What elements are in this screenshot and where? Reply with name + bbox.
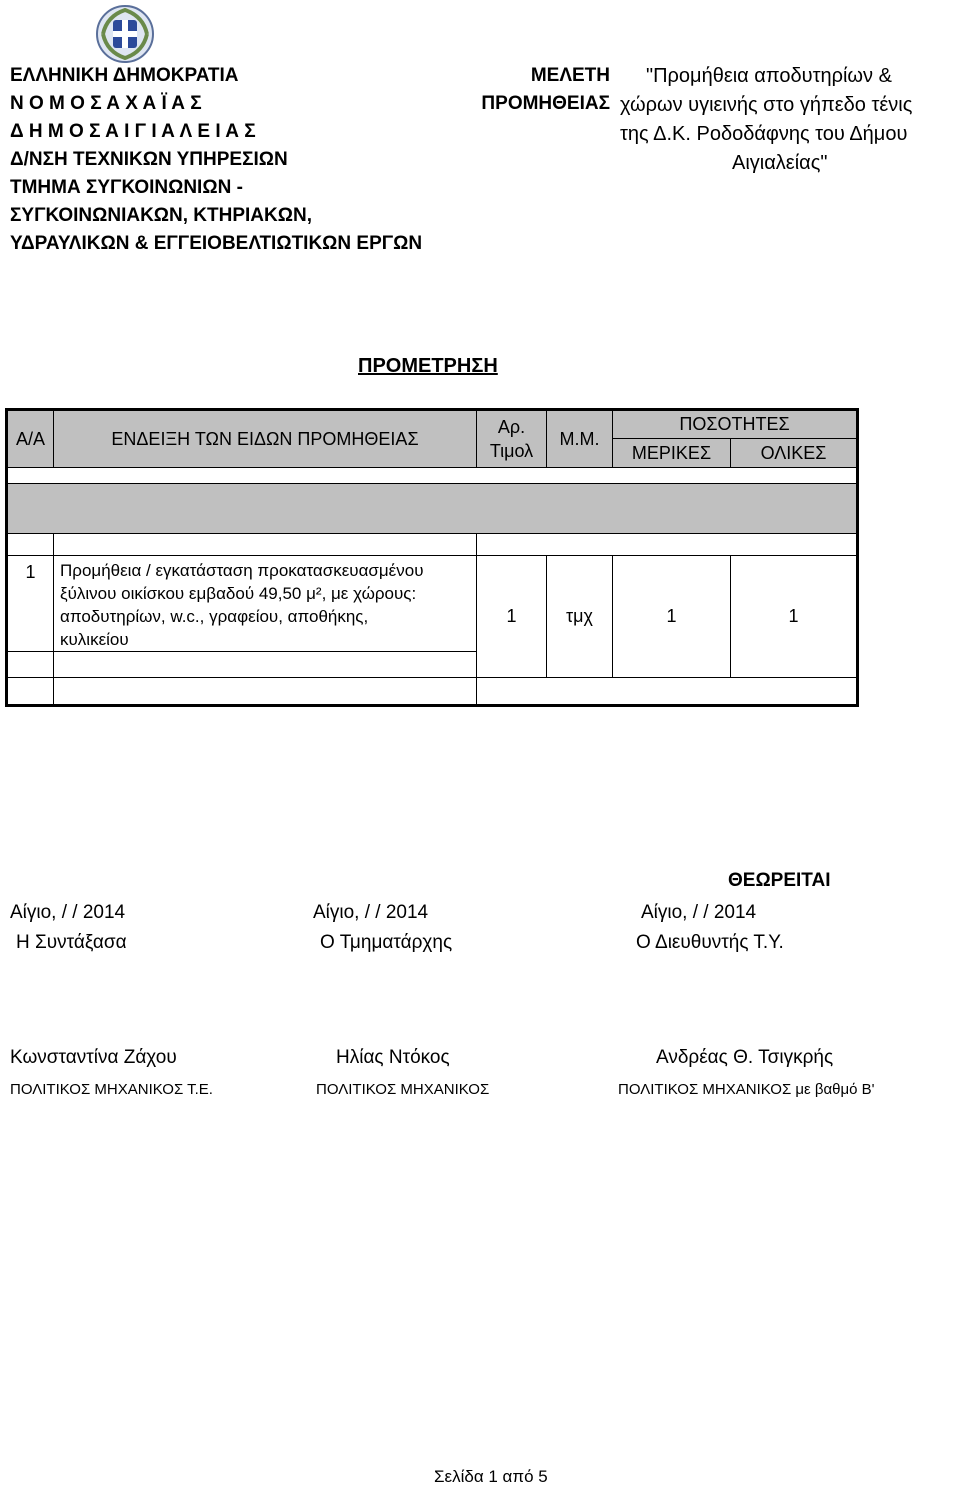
table-cell	[477, 678, 858, 706]
signature-title: ΠΟΛΙΤΙΚΟΣ ΜΗΧΑΝΙΚΟΣ Τ.Ε.	[10, 1081, 213, 1098]
row-description-line: Προμήθεια / εγκατάσταση προκατασκευασμένου	[60, 561, 424, 580]
spacer-row	[7, 468, 858, 484]
signature-name: Ανδρέας Θ. Τσιγκρής	[656, 1047, 834, 1068]
header-price-number-line: Αρ.	[497, 417, 526, 437]
signature-date: Αίγιο, / / 2014	[313, 902, 429, 923]
signature-role: Ο Διευθυντής Τ.Υ.	[636, 932, 784, 953]
row-total: 1	[731, 556, 858, 678]
table-cell	[477, 534, 858, 556]
row-description-line: κυλικείου	[60, 630, 129, 649]
signature-name: Ηλίας Ντόκος	[336, 1047, 450, 1068]
header-price-number-line: Τιμολ	[489, 441, 534, 461]
header-unit: Μ.Μ.	[547, 410, 613, 468]
section-band	[7, 484, 858, 534]
row-price-number: 1	[477, 556, 547, 678]
study-title-line: χώρων υγιεινής στο γήπεδο τένις	[620, 94, 913, 116]
header-description: ΕΝΔΕΙΞΗ ΤΩΝ ΕΙΔΩΝ ΠΡΟΜΗΘΕΙΑΣ	[54, 410, 477, 468]
measurement-table	[5, 408, 859, 707]
header-line: ΕΛΛΗΝΙΚΗ ΔΗΜΟΚΡΑΤΙΑ	[10, 65, 239, 86]
row-description-line: ξύλινου οικίσκου εμβαδού 49,50 μ², με χώρους:	[60, 584, 417, 603]
header-total: ΟΛΙΚΕΣ	[731, 439, 858, 468]
header-aa: Α/Α	[7, 410, 54, 468]
table-cell	[54, 534, 477, 556]
header-price-number	[477, 410, 547, 468]
signature-role: Η Συντάξασα	[16, 932, 127, 953]
row-partial: 1	[613, 556, 731, 678]
row-description-line: αποδυτηρίων, w.c., γραφείου, αποθήκης,	[60, 607, 369, 626]
study-label-line: ΠΡΟΜΗΘΕΙΑΣ	[481, 93, 610, 114]
study-title	[620, 62, 960, 178]
authority-header	[10, 62, 422, 258]
document-title: ΠΡΟΜΕΤΡΗΣΗ	[358, 355, 498, 377]
page-number: Σελίδα 1 από 5	[434, 1467, 548, 1486]
study-title-line: "Προμήθεια αποδυτηρίων &	[646, 65, 892, 87]
table-cell	[7, 534, 54, 556]
row-description	[54, 556, 477, 652]
study-title-line: Αιγιαλείας"	[732, 152, 828, 174]
study-title-line: της Δ.Κ. Ροδοδάφνης του Δήμου	[620, 123, 908, 145]
signature-role: Ο Τμηματάρχης	[320, 932, 453, 953]
signature-title: ΠΟΛΙΤΙΚΟΣ ΜΗΧΑΝΙΚΟΣ με βαθμό Β'	[618, 1081, 875, 1098]
signature-date: Αίγιο, / / 2014	[10, 902, 126, 923]
header-line: Δ Η Μ Ο Σ Α Ι Γ Ι Α Λ Ε Ι Α Σ	[10, 121, 256, 142]
table-cell	[54, 678, 477, 706]
signature-title: ΠΟΛΙΤΙΚΟΣ ΜΗΧΑΝΙΚΟΣ	[316, 1081, 490, 1098]
header-line: ΥΔΡΑΥΛΙΚΩΝ & ΕΓΓΕΙΟΒΕΛΤΙΩΤΙΚΩΝ ΕΡΓΩΝ	[10, 233, 423, 254]
header-quantities: ΠΟΣΟΤΗΤΕΣ	[613, 410, 858, 439]
table-cell	[7, 678, 54, 706]
approved-label: ΘΕΩΡΕΙΤΑΙ	[728, 870, 831, 891]
header-partial: ΜΕΡΙΚΕΣ	[613, 439, 731, 468]
header-line: ΣΥΓΚΟΙΝΩΝΙΑΚΩΝ, ΚΤΗΡΙΑΚΩΝ,	[10, 205, 312, 226]
header-line: ΤΜΗΜΑ ΣΥΓΚΟΙΝΩΝΙΩΝ -	[10, 177, 243, 198]
table-cell	[7, 652, 54, 678]
signature-date: Αίγιο, / / 2014	[641, 902, 757, 923]
greek-emblem-icon	[95, 4, 155, 64]
row-number: 1	[7, 556, 54, 652]
study-label-line: ΜΕΛΕΤΗ	[530, 65, 610, 86]
header-line: Δ/ΝΣΗ ΤΕΧΝΙΚΩΝ ΥΠΗΡΕΣΙΩΝ	[10, 149, 288, 170]
table-cell	[54, 652, 477, 678]
study-label	[481, 62, 610, 118]
signature-name: Κωνσταντίνα Ζάχου	[10, 1047, 177, 1068]
header-line: Ν Ο Μ Ο Σ Α Χ Α Ϊ Α Σ	[10, 93, 202, 114]
row-unit: τμχ	[547, 556, 613, 678]
